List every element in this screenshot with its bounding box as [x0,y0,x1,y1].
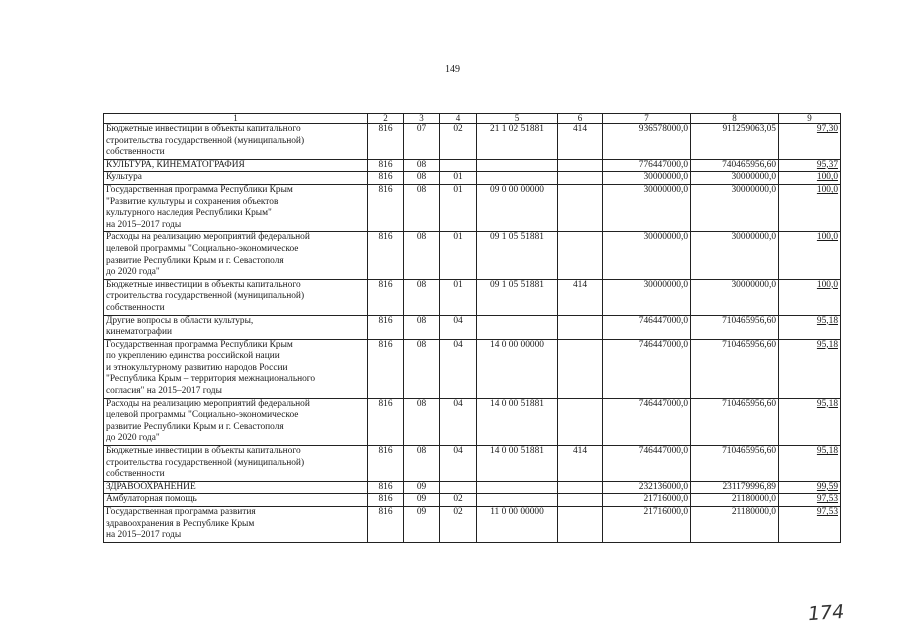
table-row [104,398,841,445]
row-value-cell: 08 [404,184,440,231]
row-value-cell: 30000000,0 [691,172,779,185]
row-value-cell: 97,53 [779,494,841,507]
table-row [104,494,841,507]
row-value-cell [558,398,603,445]
row-value-cell: 816 [368,446,404,482]
row-value-cell: 710465956,60 [691,315,779,339]
table-row [104,184,841,231]
table-row [104,507,841,543]
row-name-cell: Расходы на реализацию мероприятий федеральной целевой программы "Социально-экономическое развитие Республики Крым и г. Севастополя до 2020 года" [104,398,368,445]
row-value-cell: 100,0 [779,232,841,279]
row-value-cell: 21180000,0 [691,507,779,543]
row-value-cell [477,494,558,507]
row-value-cell [558,172,603,185]
row-value-cell: 816 [368,398,404,445]
row-value-cell [558,481,603,494]
row-value-cell: 07 [404,124,440,160]
row-value-cell: 04 [440,398,477,445]
row-value-cell: 21716000,0 [603,507,691,543]
row-value-cell: 746447000,0 [603,315,691,339]
row-name-cell: ЗДРАВООХРАНЕНИЕ [104,481,368,494]
table-row [104,232,841,279]
row-value-cell: 95,18 [779,315,841,339]
row-value-cell: 414 [558,124,603,160]
row-value-cell [558,494,603,507]
row-value-cell: 04 [440,446,477,482]
row-name-cell: КУЛЬТУРА, КИНЕМАТОГРАФИЯ [104,159,368,172]
table-row [104,315,841,339]
budget-table [103,113,841,543]
row-value-cell: 04 [440,339,477,398]
row-value-cell [440,159,477,172]
row-value-cell: 232136000,0 [603,481,691,494]
row-name-cell: Амбулаторная помощь [104,494,368,507]
row-value-cell: 816 [368,279,404,315]
row-value-cell: 95,18 [779,339,841,398]
row-name-cell: Государственная программа Республики Крым "Развитие культуры и сохранения объектов культурного наследия Республики Крым" на 2015–2017 годы [104,184,368,231]
row-value-cell: 776447000,0 [603,159,691,172]
page-number: 149 [445,64,460,75]
row-value-cell [440,481,477,494]
row-value-cell: 816 [368,315,404,339]
row-value-cell: 100,0 [779,279,841,315]
column-number: 6 [558,114,603,124]
table-row [104,339,841,398]
row-value-cell [558,339,603,398]
column-number: 9 [779,114,841,124]
column-number: 7 [603,114,691,124]
row-value-cell: 14 0 00 00000 [477,339,558,398]
row-name-cell: Культура [104,172,368,185]
row-value-cell: 09 [404,507,440,543]
table-row [104,446,841,482]
row-value-cell: 816 [368,184,404,231]
row-value-cell: 30000000,0 [603,279,691,315]
row-value-cell: 816 [368,124,404,160]
row-name-cell: Государственная программа Республики Крым по укреплению единства российской нации и этнокультурному развитию народов России "Республика Крым – территория межнационального согласия" на 2015–2017 годы [104,339,368,398]
row-value-cell: 30000000,0 [603,184,691,231]
row-value-cell: 95,37 [779,159,841,172]
row-value-cell: 816 [368,339,404,398]
handwritten-sheet-number: 174 [807,600,845,626]
row-value-cell: 97,53 [779,507,841,543]
row-value-cell: 08 [404,398,440,445]
row-value-cell: 414 [558,279,603,315]
row-value-cell [477,172,558,185]
row-value-cell: 816 [368,172,404,185]
row-value-cell: 936578000,0 [603,124,691,160]
row-value-cell: 30000000,0 [691,279,779,315]
column-number: 1 [104,114,368,124]
row-value-cell: 99,59 [779,481,841,494]
table-row [104,481,841,494]
row-value-cell: 710465956,60 [691,339,779,398]
row-value-cell: 08 [404,172,440,185]
row-value-cell: 08 [404,339,440,398]
row-value-cell: 01 [440,184,477,231]
row-value-cell: 11 0 00 00000 [477,507,558,543]
row-value-cell [558,159,603,172]
row-value-cell [558,315,603,339]
column-number-row [104,114,841,124]
row-value-cell: 30000000,0 [691,184,779,231]
row-name-cell: Бюджетные инвестиции в объекты капитального строительства государственной (муниципальной) собственности [104,124,368,160]
row-value-cell: 08 [404,232,440,279]
row-value-cell: 746447000,0 [603,446,691,482]
row-value-cell: 01 [440,172,477,185]
row-value-cell: 746447000,0 [603,339,691,398]
row-value-cell: 21180000,0 [691,494,779,507]
row-value-cell: 816 [368,232,404,279]
table-row [104,159,841,172]
row-name-cell: Государственная программа развития здравоохранения в Республике Крым на 2015–2017 годы [104,507,368,543]
row-value-cell: 14 0 00 51881 [477,446,558,482]
table-row [104,124,841,160]
row-value-cell: 21716000,0 [603,494,691,507]
row-value-cell: 816 [368,494,404,507]
column-number: 8 [691,114,779,124]
row-value-cell: 30000000,0 [603,232,691,279]
column-number: 3 [404,114,440,124]
row-value-cell: 816 [368,481,404,494]
row-value-cell: 14 0 00 51881 [477,398,558,445]
row-value-cell: 08 [404,279,440,315]
row-value-cell [558,507,603,543]
row-value-cell: 231179996,89 [691,481,779,494]
row-value-cell: 740465956,60 [691,159,779,172]
row-value-cell: 01 [440,232,477,279]
row-value-cell: 08 [404,446,440,482]
row-value-cell: 04 [440,315,477,339]
row-name-cell: Расходы на реализацию мероприятий федеральной целевой программы "Социально-экономическое развитие Республики Крым и г. Севастополя до 2020 года" [104,232,368,279]
row-value-cell: 100,0 [779,184,841,231]
row-value-cell: 08 [404,315,440,339]
row-value-cell: 95,18 [779,398,841,445]
column-number: 5 [477,114,558,124]
row-value-cell: 02 [440,124,477,160]
row-value-cell: 02 [440,494,477,507]
column-number: 4 [440,114,477,124]
row-value-cell: 09 [404,494,440,507]
row-value-cell: 710465956,60 [691,398,779,445]
row-value-cell [477,159,558,172]
row-value-cell: 21 1 02 51881 [477,124,558,160]
row-value-cell: 09 1 05 51881 [477,279,558,315]
row-value-cell: 414 [558,446,603,482]
row-name-cell: Другие вопросы в области культуры, кинематографии [104,315,368,339]
row-value-cell: 01 [440,279,477,315]
row-value-cell: 97,30 [779,124,841,160]
column-number: 2 [368,114,404,124]
row-value-cell [477,315,558,339]
row-value-cell: 816 [368,159,404,172]
row-value-cell: 09 1 05 51881 [477,232,558,279]
row-value-cell: 746447000,0 [603,398,691,445]
table-row [104,279,841,315]
row-value-cell: 09 [404,481,440,494]
row-value-cell [558,184,603,231]
row-value-cell: 08 [404,159,440,172]
row-value-cell [558,232,603,279]
row-value-cell: 710465956,60 [691,446,779,482]
row-value-cell: 911259063,05 [691,124,779,160]
table-row [104,172,841,185]
row-value-cell: 816 [368,507,404,543]
row-value-cell: 95,18 [779,446,841,482]
row-value-cell [477,481,558,494]
row-value-cell: 02 [440,507,477,543]
row-name-cell: Бюджетные инвестиции в объекты капитального строительства государственной (муниципальной) собственности [104,446,368,482]
row-value-cell: 09 0 00 00000 [477,184,558,231]
row-value-cell: 30000000,0 [603,172,691,185]
row-value-cell: 30000000,0 [691,232,779,279]
row-name-cell: Бюджетные инвестиции в объекты капитального строительства государственной (муниципальной) собственности [104,279,368,315]
row-value-cell: 100,0 [779,172,841,185]
